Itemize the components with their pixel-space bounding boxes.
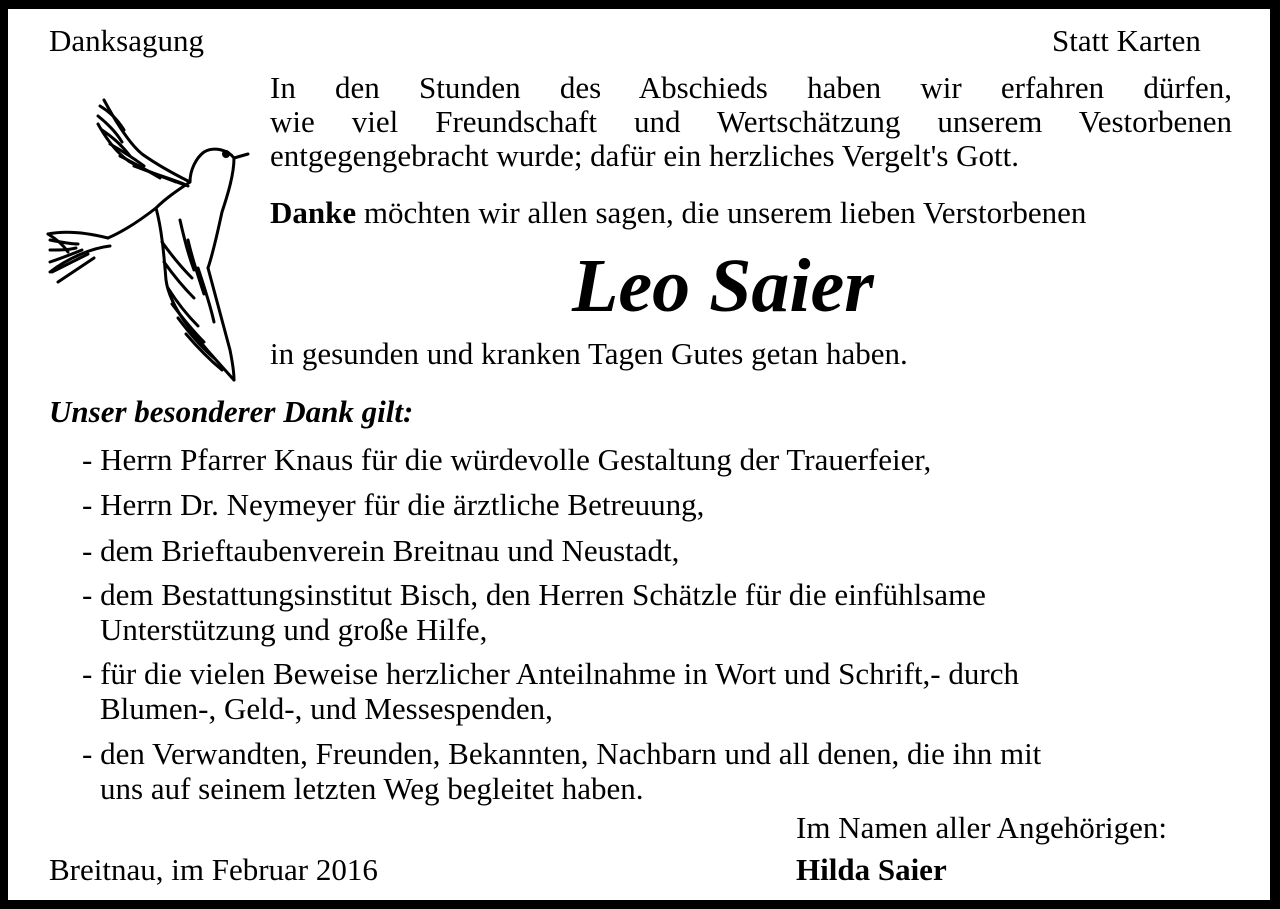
after-name-line: in gesunden und kranken Tagen Gutes getan haben. <box>270 336 908 371</box>
list-item-continuation: uns auf seinem letzten Weg begleitet haben. <box>100 771 644 806</box>
dove-icon <box>38 90 253 385</box>
list-item: - Herrn Pfarrer Knaus für die würdevolle Gestaltung der Trauerfeier, <box>82 442 932 477</box>
list-item-continuation: Blumen-, Geld-, und Messespenden, <box>100 691 553 726</box>
intro-line-3: entgegengebracht wurde; dafür ein herzliches Vergelt's Gott. <box>270 138 1020 173</box>
list-item: - dem Bestattungsinstitut Bisch, den Herren Schätzle für die einfühlsame <box>82 577 986 612</box>
list-item: - den Verwandten, Freunden, Bekannten, Nachbarn und all denen, die ihn mit <box>82 736 1042 771</box>
thanks-rest: möchten wir allen sagen, die unserem lieben Verstorbenen <box>356 195 1087 230</box>
intro-paragraph <box>270 71 1232 173</box>
thanks-bold-word: Danke <box>270 195 357 230</box>
signer-name: Hilda Saier <box>796 852 947 887</box>
place-date: Breitnau, im Februar 2016 <box>49 852 378 887</box>
header-statt-karten: Statt Karten <box>1052 23 1201 58</box>
deceased-name: Leo Saier <box>572 244 874 328</box>
thanks-line <box>270 196 1086 230</box>
list-item: - für die vielen Beweise herzlicher Anteilnahme in Wort und Schrift,- durch <box>82 656 1019 691</box>
closing-line: Im Namen aller Angehörigen: <box>796 810 1168 845</box>
header-danksagung: Danksagung <box>49 23 204 58</box>
intro-line-1: In den Stunden des Abschieds haben wir erfahren dürfen, <box>270 70 1232 105</box>
special-thanks-heading: Unser besonderer Dank gilt: <box>49 394 414 429</box>
list-item: - Herrn Dr. Neymeyer für die ärztliche Betreuung, <box>82 487 705 522</box>
list-item-continuation: Unterstützung und große Hilfe, <box>100 612 488 647</box>
intro-line-2: wie viel Freundschaft und Wertschätzung unserem Vestorbenen <box>270 104 1232 139</box>
list-item: - dem Brieftaubenverein Breitnau und Neustadt, <box>82 533 680 568</box>
